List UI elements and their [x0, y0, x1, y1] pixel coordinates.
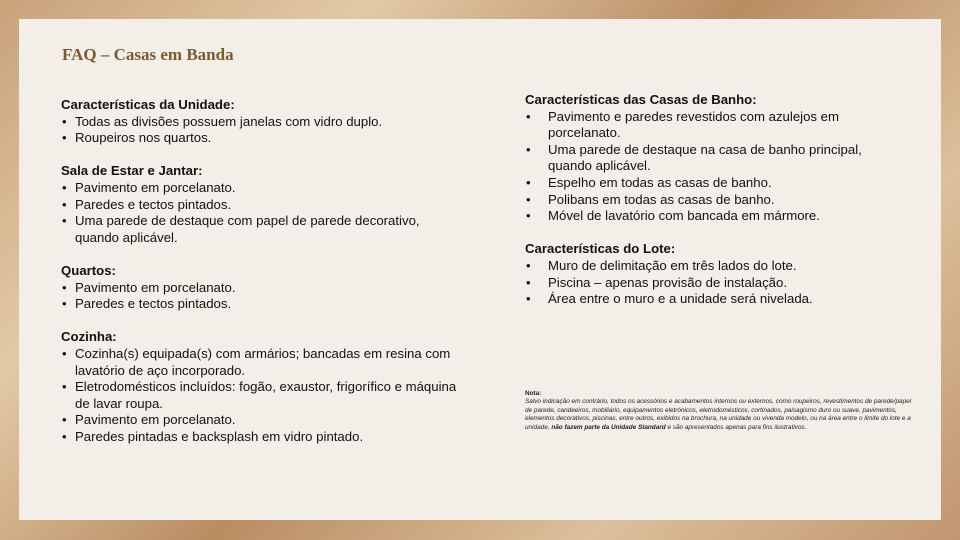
page-title: FAQ – Casas em Banda: [62, 45, 234, 64]
list-item: • Pavimento em porcelanato.: [61, 412, 461, 429]
list-item: • Uma parede de destaque com papel de parede decorativo, quando aplicável.: [61, 213, 461, 246]
list-item: • Pavimento em porcelanato.: [61, 280, 461, 297]
section-kitchen: [61, 329, 461, 445]
list-item: • Uma parede de destaque na casa de banho principal, quando aplicável.: [525, 142, 885, 175]
section-heading: Características das Casas de Banho:: [525, 92, 757, 107]
section-unit-features: [61, 97, 461, 147]
list-item: • Todas as divisões possuem janelas com vidro duplo.: [61, 114, 461, 131]
left-column: [61, 97, 461, 462]
section-heading: Características do Lote:: [525, 241, 676, 257]
section-bedrooms: [61, 263, 461, 313]
list-item: • Paredes e tectos pintados.: [61, 296, 461, 313]
section-lot: [525, 241, 885, 307]
list-item: • Área entre o muro e a unidade será nivelada.: [525, 291, 885, 308]
section-bathrooms: [525, 92, 885, 225]
list-item: • Cozinha(s) equipada(s) com armários; bancadas em resina com lavatório de aço incorporado.: [61, 346, 461, 379]
section-living-dining: [61, 163, 461, 246]
list-item: • Espelho em todas as casas de banho.: [525, 175, 885, 192]
note-text: Salvo indicação em contrário, todos os acessórios e acabamentos internos ou externos, como roupeiros, revestimentos de parede/papel de parede, candeeiros, mobiliário, equipamentos eletrónicos, eletrodomésticos, cortinados, paisagismo duro ou suave, pavimentos, elementos decorativos, piscinas, entre outros, exibidos na brochura, na unidade ou vivenda modelo, ou na área entre o limite do lote e a unidade,: [525, 398, 912, 431]
list-item: • Pavimento em porcelanato.: [61, 180, 461, 197]
section-heading: Sala de Estar e Jantar:: [61, 163, 203, 179]
list-item: • Móvel de lavatório com bancada em mármore.: [525, 208, 885, 225]
note-tail-text: e são apresentados apenas para fins ilustrativos.: [667, 423, 807, 431]
section-heading: Cozinha:: [61, 329, 117, 345]
section-heading: Características da Unidade:: [61, 97, 235, 112]
list-item: • Polibans em todas as casas de banho.: [525, 192, 885, 209]
section-heading: Quartos:: [61, 262, 116, 278]
note-bold-text: não fazem parte da Unidade Standard: [551, 423, 666, 431]
list-item: • Piscina – apenas provisão de instalação.: [525, 275, 885, 292]
list-item: • Pavimento e paredes revestidos com azulejos em porcelanato.: [525, 109, 885, 142]
list-item: • Paredes pintadas e backsplash em vidro pintado.: [61, 429, 461, 446]
slide: [19, 19, 941, 520]
list-item: • Eletrodomésticos incluídos: fogão, exaustor, frigorífico e máquina de lavar roupa.: [61, 379, 461, 412]
disclaimer-note: [525, 390, 920, 432]
right-column: [525, 92, 885, 324]
list-item: • Roupeiros nos quartos.: [61, 130, 461, 147]
list-item: • Muro de delimitação em três lados do lote.: [525, 258, 885, 275]
note-heading: Nota:: [525, 390, 542, 397]
list-item: • Paredes e tectos pintados.: [61, 197, 461, 214]
